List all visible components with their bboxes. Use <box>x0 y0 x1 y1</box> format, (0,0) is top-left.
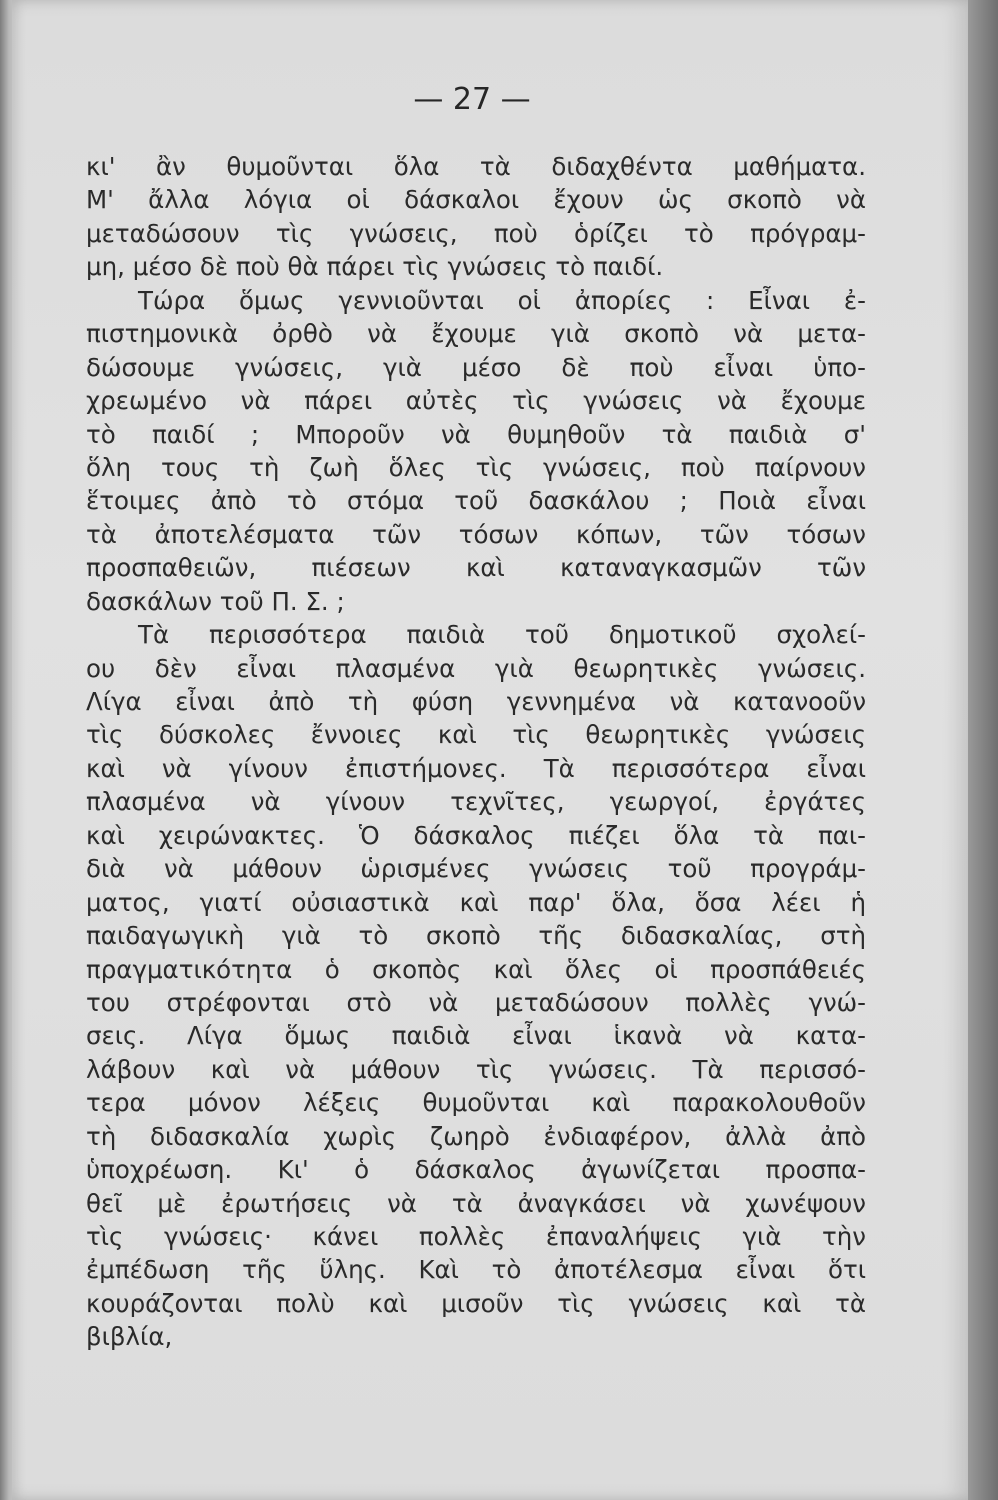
text-line: καὶ χειρώνακτες. Ὁ δάσκαλος πιέζει ὅλα τὰ παι- <box>86 820 866 850</box>
text-line: ματος, γιατί οὐσιαστικὰ καὶ παρ' ὅλα, ὅσα λέει ἡ <box>86 887 866 917</box>
text-line: μη, μέσο δὲ ποὺ θὰ πάρει τὶς γνώσεις τὸ παιδί. <box>86 252 664 282</box>
text-line: χρεωμένο νὰ πάρει αὐτὲς τὶς γνώσεις νὰ ἔχουμε <box>86 386 866 416</box>
text-line: πραγματικότητα ὁ σκοπὸς καὶ ὅλες οἱ προσπάθειές <box>86 954 866 984</box>
text-line: Τώρα ὅμως γεννιοῦνται οἱ ἀπορίες : Εἶναι ἐ- <box>138 285 866 315</box>
text-line: Λίγα εἶναι ἀπὸ τὴ φύση γεννημένα νὰ κατανοοῦν <box>86 687 866 716</box>
text-line: ὅλη τους τὴ ζωὴ ὅλες τὶς γνώσεις, ποὺ παίρνουν <box>86 452 866 482</box>
body-text <box>86 150 866 1354</box>
text-line: ἐμπέδωση τῆς ὕλης. Καὶ τὸ ἀποτέλεσμα εἶναι ὅτι <box>86 1255 866 1285</box>
text-line: τερα μόνον λέξεις θυμοῦνται καὶ παρακολουθοῦν <box>86 1088 866 1118</box>
text-line: θεῖ μὲ ἐρωτήσεις νὰ τὰ ἀναγκάσει νὰ χωνέψουν <box>86 1188 866 1218</box>
text-line: κουράζονται πολὺ καὶ μισοῦν τὶς γνώσεις καὶ τὰ <box>86 1288 866 1318</box>
text-line: μεταδώσουν τὶς γνώσεις, ποὺ ὁρίζει τὸ πρόγραμ- <box>86 218 866 248</box>
text-line: τὸ παιδί ; Μποροῦν νὰ θυμηθοῦν τὰ παιδιὰ σ' <box>86 419 866 449</box>
page-number: — 27 — <box>413 82 531 117</box>
text-line: παιδαγωγικὴ γιὰ τὸ σκοπὸ τῆς διδασκαλίας, στὴ <box>86 921 866 951</box>
text-line: σεις. Λίγα ὅμως παιδιὰ εἶναι ἱκανὰ νὰ κατα- <box>86 1021 866 1051</box>
text-line: ου δὲν εἶναι πλασμένα γιὰ θεωρητικὲς γνώσεις. <box>86 653 866 683</box>
text-line: δασκάλων τοῦ Π. Σ. ; <box>86 586 345 616</box>
text-line: τὶς γνώσεις· κάνει πολλὲς ἐπαναλήψεις γιὰ τὴν <box>86 1222 866 1251</box>
text-line: κι' ἂν θυμοῦνται ὅλα τὰ διδαχθέντα μαθήματα. <box>86 152 866 181</box>
text-line: βιβλία, <box>86 1322 173 1352</box>
text-line: τὶς δύσκολες ἔννοιες καὶ τὶς θεωρητικὲς γνώσεις <box>86 720 866 750</box>
text-line: πλασμένα νὰ γίνουν τεχνῖτες, γεωργοί, ἐργάτες <box>86 787 866 817</box>
text-line: διὰ νὰ μάθουν ὡρισμένες γνώσεις τοῦ προγράμ- <box>86 854 866 884</box>
book-page <box>12 0 968 1500</box>
text-line: τὴ διδασκαλία χωρὶς ζωηρὸ ἐνδιαφέρον, ἀλλὰ ἀπὸ <box>86 1121 866 1151</box>
text-line: Μ' ἄλλα λόγια οἱ δάσκαλοι ἔχουν ὡς σκοπὸ νὰ <box>86 185 866 215</box>
text-line: Τὰ περισσότερα παιδιὰ τοῦ δημοτικοῦ σχολεί- <box>138 620 866 650</box>
text-line: λάβουν καὶ νὰ μάθουν τὶς γνώσεις. Τὰ περισσό- <box>86 1054 866 1084</box>
text-line: ἕτοιμες ἀπὸ τὸ στόμα τοῦ δασκάλου ; Ποιὰ εἶναι <box>86 486 866 516</box>
text-line: του στρέφονται στὸ νὰ μεταδώσουν πολλὲς γνώ- <box>86 987 866 1017</box>
text-line: καὶ νὰ γίνουν ἐπιστήμονες. Τὰ περισσότερα εἶναι <box>86 753 866 783</box>
text-line: τὰ ἀποτελέσματα τῶν τόσων κόπων, τῶν τόσων <box>86 519 866 549</box>
text-line: προσπαθειῶν, πιέσεων καὶ καταναγκασμῶν τῶν <box>86 553 866 583</box>
text-line: πιστημονικὰ ὀρθὸ νὰ ἔχουμε γιὰ σκοπὸ νὰ μετα- <box>86 319 866 349</box>
text-line: ὑποχρέωση. Κι' ὁ δάσκαλος ἀγωνίζεται προσπα- <box>86 1155 866 1185</box>
text-line: δώσουμε γνώσεις, γιὰ μέσο δὲ ποὺ εἶναι ὑπο- <box>86 352 866 382</box>
